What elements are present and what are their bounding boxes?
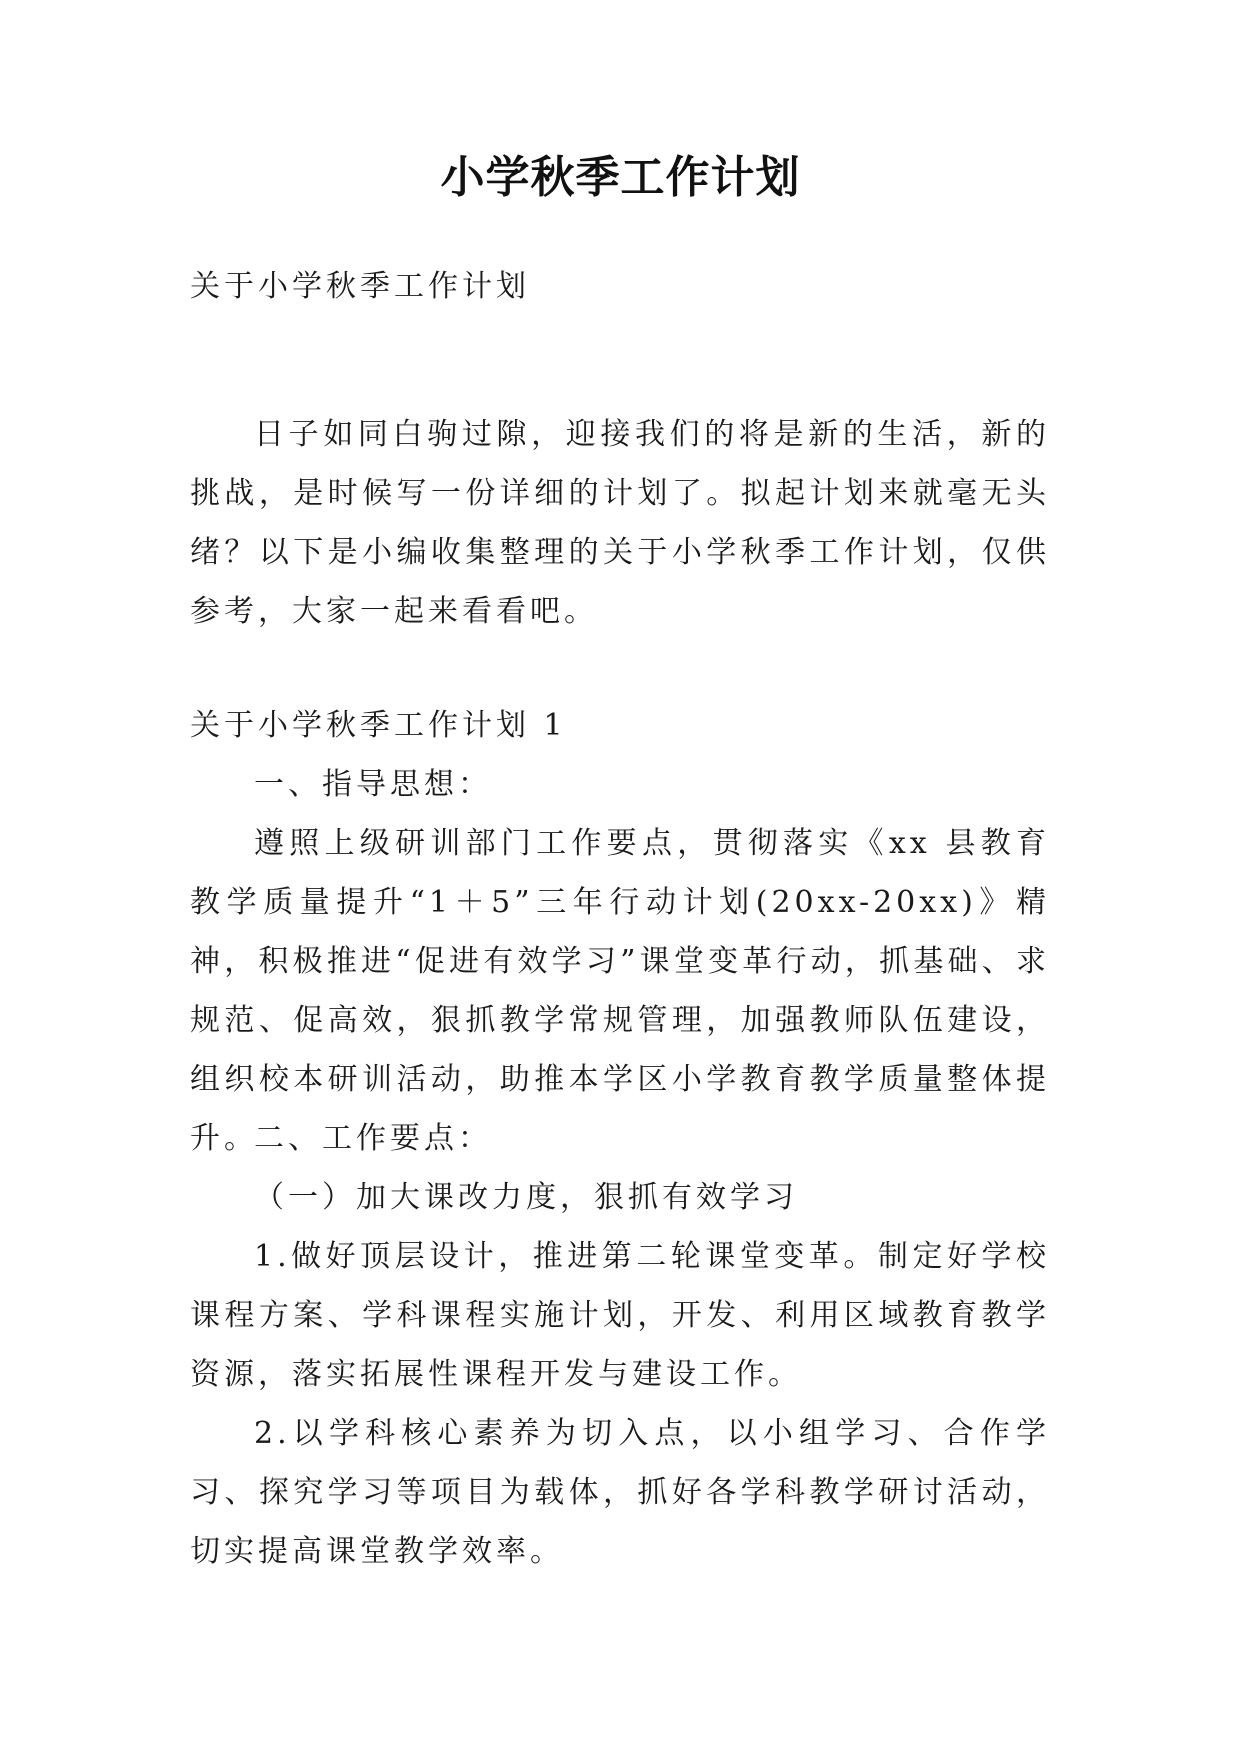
- guide-heading: 一、指导思想：: [254, 767, 492, 802]
- points-subheading-1: （一）加大课改力度，狠抓有效学习: [254, 1180, 798, 1215]
- document-title: 小学秋季工作计划: [440, 152, 801, 203]
- intro-paragraph: 日子如同白驹过隙，迎接我们的将是新的生活，新的挑战，是时候写一份详细的计划了。拟起计划来就毫无头绪？以下是小编收集整理的关于小学秋季工作计划，仅供参考，大家一起来看看吧。: [190, 417, 1050, 629]
- item-2-paragraph: 2.以学科核心素养为切入点，以小组学习、合作学习、探究学习等项目为载体，抓好各学科教学研讨活动，切实提高课堂教学效率。: [190, 1416, 1050, 1569]
- section-1-title: 关于小学秋季工作计划 1: [190, 708, 567, 743]
- points-heading: 二、工作要点：: [254, 1121, 492, 1156]
- document-subtitle: 关于小学秋季工作计划: [190, 269, 530, 304]
- guide-paragraph: 遵照上级研训部门工作要点，贯彻落实《xx 县教育教学质量提升“1＋5”三年行动计划(20xx-20xx)》精神，积极推进“促进有效学习”课堂变革行动，抓基础、求规范、促高效，狠抓教学常规管理，加强教师队伍建设，组织校本研训活动，助推本学区小学教育教学质量整体提升。: [190, 826, 1050, 1156]
- item-1-paragraph: 1.做好顶层设计，推进第二轮课堂变革。制定好学校课程方案、学科课程实施计划，开发、利用区域教育教学资源，落实拓展性课程开发与建设工作。: [190, 1239, 1050, 1392]
